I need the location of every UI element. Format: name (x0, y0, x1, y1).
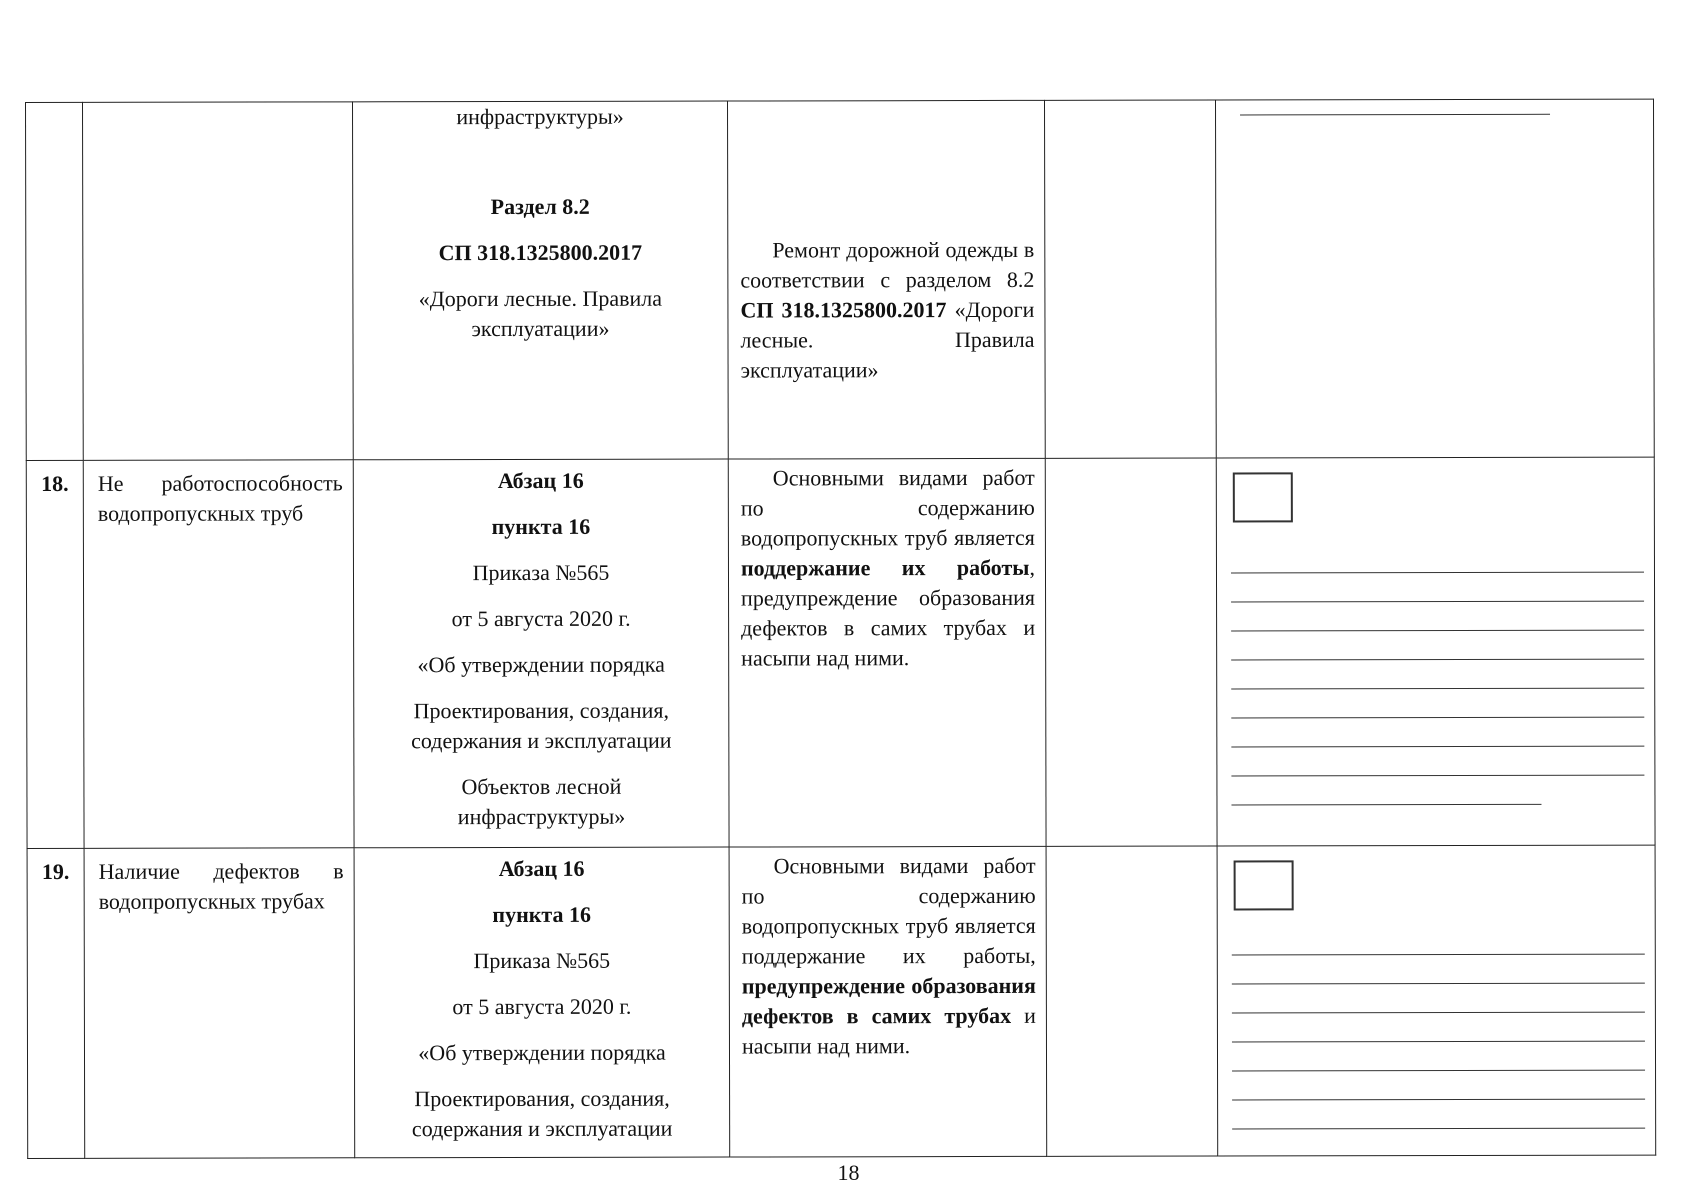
reference-title: «Дороги лесные. Правила эксплуатации» (418, 285, 663, 342)
reference-order: Приказа №565 (473, 947, 611, 974)
work-description: Основными видами работ по содержанию водопропускных труб является поддержание их работы, предупреждение образования дефектов в самих трубах и насыпи над ними. (740, 464, 1036, 671)
notes-cell (1216, 457, 1655, 846)
reference-paragraph: Абзац 16 (497, 467, 584, 494)
empty-cell (1044, 100, 1216, 458)
reference-cell (353, 459, 729, 848)
empty-cell (1046, 846, 1218, 1156)
answer-line[interactable] (1231, 572, 1644, 574)
reference-date: от 5 августа 2020 г. (451, 605, 631, 632)
reference-code: СП 318.1325800.2017 (438, 239, 643, 266)
answer-line[interactable] (1232, 1012, 1645, 1014)
reference-section: Раздел 8.2 (490, 193, 590, 220)
question-text: Не работоспособность водопропускных труб (83, 460, 354, 849)
table-row (27, 845, 1656, 1158)
page-number: 18 (837, 1160, 860, 1185)
answer-line[interactable] (1232, 954, 1645, 956)
row-number: 19. (27, 848, 85, 1158)
reference-item: пункта 16 (492, 901, 592, 928)
notes-cell (1215, 99, 1654, 458)
answer-line[interactable] (1231, 688, 1644, 690)
reference-line: Проектирования, создания, содержания и эксплуатации (411, 1085, 673, 1142)
answer-line[interactable] (1231, 804, 1541, 806)
answer-line[interactable] (1232, 983, 1645, 985)
checklist-table (25, 99, 1656, 1159)
reference-line: «Об утверждении порядка (417, 651, 665, 678)
reference-line: инфраструктуры» (456, 103, 624, 130)
answer-line[interactable] (1231, 746, 1644, 748)
work-description-cell (727, 100, 1045, 459)
reference-line: «Об утверждении порядка (418, 1039, 666, 1066)
question-cell (83, 102, 354, 461)
reference-date: от 5 августа 2020 г. (452, 993, 632, 1020)
answer-checkbox[interactable] (1234, 860, 1294, 910)
reference-item: пункта 16 (491, 513, 591, 540)
answer-checkbox[interactable] (1233, 472, 1293, 522)
answer-line[interactable] (1231, 717, 1644, 719)
reference-cell (353, 101, 729, 460)
answer-line[interactable] (1232, 1041, 1645, 1043)
answer-line[interactable] (1232, 1128, 1645, 1130)
table-row (26, 457, 1655, 848)
answer-line[interactable] (1232, 1099, 1645, 1101)
answer-line[interactable] (1231, 601, 1644, 603)
row-number: 18. (26, 460, 84, 848)
reference-paragraph: Абзац 16 (498, 855, 585, 882)
answer-line (1240, 114, 1550, 116)
work-description: Ремонт дорожной одежды в соответствии с разделом 8.2 СП 318.1325800.2017 «Дороги лесные. Правила эксплуатации» (740, 236, 1035, 383)
reference-order: Приказа №565 (472, 559, 610, 586)
work-description: Основными видами работ по содержанию водопропускных труб является поддержание их работы, предупреждение образования дефектов в самих трубах и насыпи над ними. (741, 852, 1036, 1059)
reference-cell (354, 847, 730, 1158)
table-row (26, 99, 1655, 460)
reference-line: Объектов лесной инфраструктуры» (457, 773, 626, 830)
answer-line[interactable] (1231, 659, 1644, 661)
notes-cell (1217, 845, 1656, 1156)
work-description-cell (728, 458, 1046, 847)
answer-line[interactable] (1232, 1070, 1645, 1072)
work-description-cell (729, 846, 1047, 1157)
empty-cell (1045, 458, 1217, 846)
answer-line[interactable] (1231, 775, 1644, 777)
row-number-cell (26, 102, 84, 460)
reference-line: Проектирования, создания, содержания и эксплуатации (411, 697, 672, 754)
question-text: Наличие дефектов в водопропускных трубах (84, 848, 355, 1159)
answer-line[interactable] (1231, 630, 1644, 632)
